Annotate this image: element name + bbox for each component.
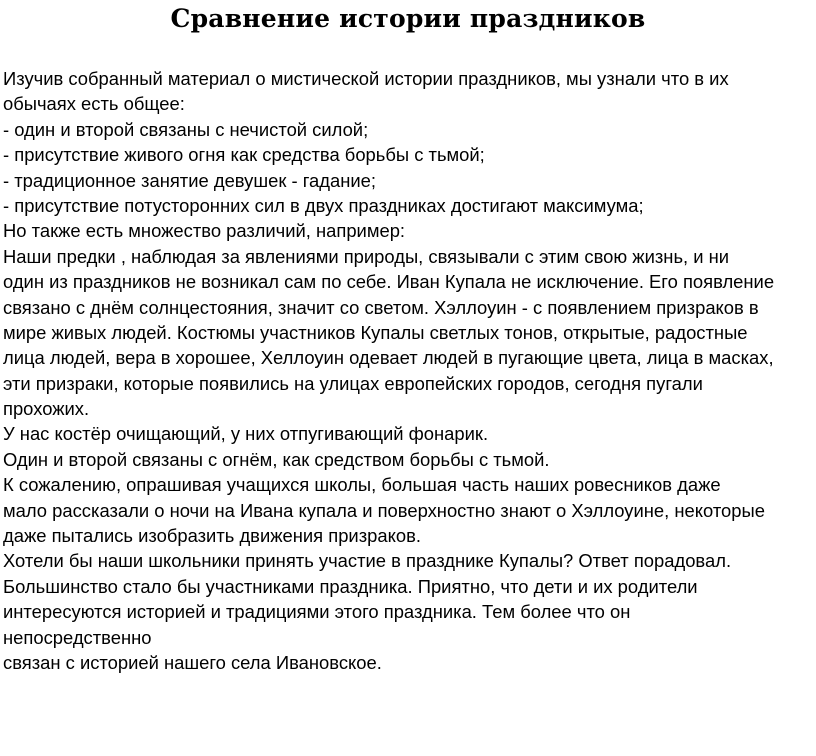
text-line: прохожих. xyxy=(3,398,90,420)
text-line: мире живых людей. Костюмы участников Купалы светлых тонов, открытые, радостные xyxy=(3,321,748,343)
text-line: лица людей, вера в хорошее, Хеллоуин одевает людей в пугающие цвета, лица в масках, xyxy=(3,347,774,369)
text-line: К сожалению, опрашивая учащихся школы, большая часть наших ровесников даже xyxy=(3,474,721,496)
text-line: мало рассказали о ночи на Ивана купала и поверхностно знают о Хэллоуине, некоторые xyxy=(3,499,765,521)
text-line: Изучив собранный материал о мистической истории праздников, мы узнали что в их xyxy=(3,68,729,89)
text-line: непосредственно xyxy=(3,626,152,648)
text-line: Хотели бы наши школьники принять участие в празднике Купалы? Ответ порадовал. xyxy=(3,550,732,572)
text-line: Наши предки , наблюдая за явлениями природы, связывали с этим свою жизнь, и ни xyxy=(3,245,730,267)
text-line: Но также есть множество различий, например: xyxy=(3,220,406,242)
text-line: связано с днём солнцестояния, значит со светом. Хэллоуин - с появлением призраков в xyxy=(3,296,759,318)
document-body xyxy=(3,66,813,675)
text-line: Большинство стало бы участниками праздника. Приятно, что дети и их родители xyxy=(3,575,698,597)
text-line: - присутствие потусторонних сил в двух праздниках достигают максимума; xyxy=(3,194,644,216)
text-line: интересуются историей и традициями этого праздника. Тем более что он xyxy=(3,601,631,623)
text-line: эти призраки, которые появились на улицах европейских городов, сегодня пугали xyxy=(3,372,703,394)
text-line: Один и второй связаны с огнём, как средством борьбы с тьмой. xyxy=(3,448,550,470)
text-line: - традиционное занятие девушек - гадание; xyxy=(3,169,376,191)
text-line: - присутствие живого огня как средства борьбы с тьмой; xyxy=(3,144,485,166)
text-line: один из праздников не возникал сам по себе. Иван Купала не исключение. Его появление xyxy=(3,271,775,293)
document-title: Сравнение истории праздников xyxy=(170,4,646,33)
text-line: - один и второй связаны с нечистой силой; xyxy=(3,118,369,140)
text-line: У нас костёр очищающий, у них отпугивающий фонарик. xyxy=(3,423,489,445)
text-line: даже пытались изобразить движения призраков. xyxy=(3,525,421,547)
text-line: обычаях есть общее: xyxy=(3,93,185,115)
text-line: связан с историей нашего села Ивановское. xyxy=(3,651,382,673)
